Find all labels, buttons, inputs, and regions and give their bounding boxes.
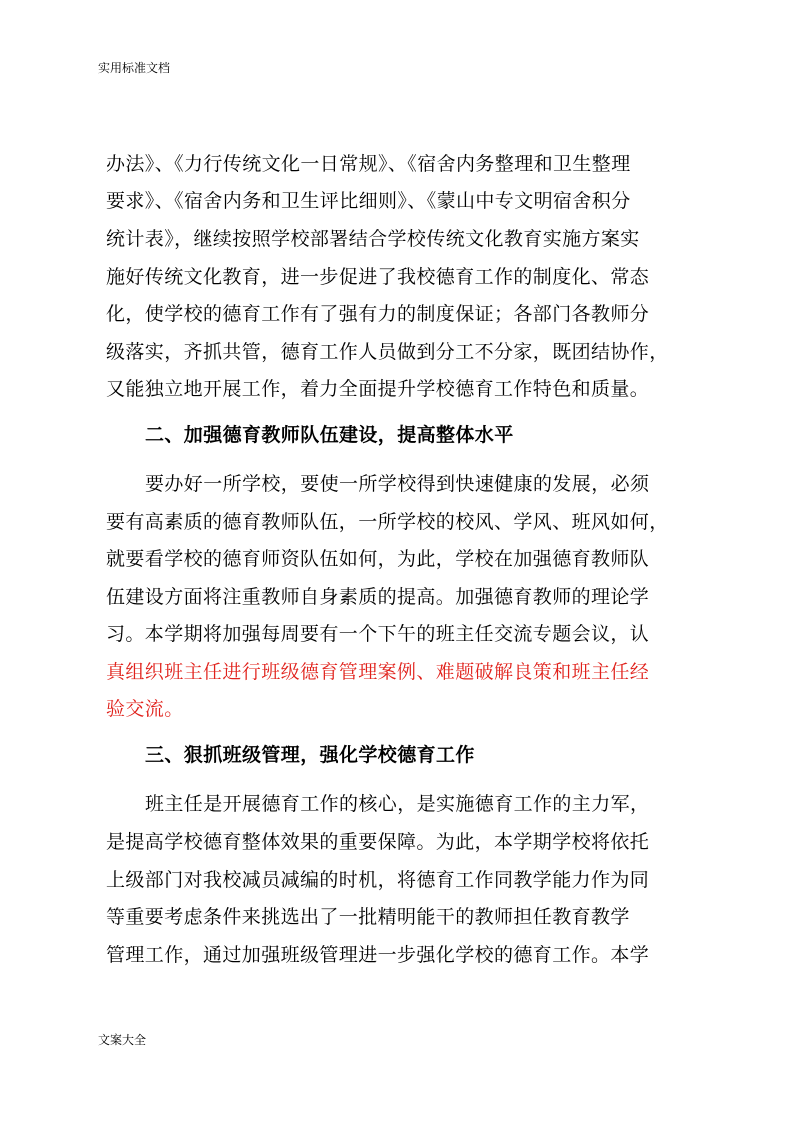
body-line: 等重要考虑条件来挑选出了一批精明能干的教师担任教育教学 — [106, 906, 630, 928]
body-line: 伍建设方面将注重教师自身素质的提高。加强德育教师的理论学 — [106, 586, 650, 608]
body-line: 管理工作，通过加强班级管理进一步强化学校的德育工作。本学 — [106, 944, 650, 966]
body-line: 上级部门对我校减员减编的时机，将德育工作同教学能力作为同 — [106, 869, 650, 891]
page-header: 实用标准文档 — [98, 61, 171, 75]
body-line: 办法》、《力行传统文化一日常规》、《宿舍内务整理和卫生整理 — [106, 153, 631, 175]
body-line: 级落实，齐抓共管，德育工作人员做到分工不分家，既团结协作， — [106, 341, 669, 363]
body-line: 要求》、《宿舍内务和卫生评比细则》、《蒙山中专文明宿舍积分 — [106, 190, 631, 212]
highlighted-line: 验交流。 — [106, 698, 184, 720]
body-line: 又能独立地开展工作，着力全面提升学校德育工作特色和质量。 — [106, 378, 650, 400]
page-footer: 文案大全 — [98, 1033, 147, 1047]
body-line: 是提高学校德育整体效果的重要保障。为此，本学期学校将依托 — [106, 831, 650, 853]
body-line: 班主任是开展德育工作的核心，是实施德育工作的主力军， — [145, 793, 650, 815]
body-line: 要有高素质的德育教师队伍，一所学校的校风、学风、班风如何， — [106, 511, 669, 533]
body-line: 要办好一所学校，要使一所学校得到快速健康的发展，必须 — [145, 473, 650, 495]
body-line: 习。本学期将加强每周要有一个下午的班主任交流专题会议，认 — [106, 623, 650, 645]
body-line: 施好传统文化教育，进一步促进了我校德育工作的制度化、常态 — [106, 266, 650, 288]
body-line: 就要看学校的德育师资队伍如何，为此，学校在加强德育教师队 — [106, 548, 650, 570]
body-line: 化，使学校的德育工作有了强有力的制度保证；各部门各教师分 — [106, 303, 650, 325]
highlighted-line: 真组织班主任进行班级德育管理案例、难题破解良策和班主任经 — [106, 661, 650, 683]
body-line: 统计表》，继续按照学校部署结合学校传统文化教育实施方案实 — [106, 228, 640, 250]
section-heading-3: 三、狠抓班级管理，强化学校德育工作 — [145, 744, 475, 766]
section-heading-2: 二、加强德育教师队伍建设，提高整体水平 — [145, 424, 514, 446]
